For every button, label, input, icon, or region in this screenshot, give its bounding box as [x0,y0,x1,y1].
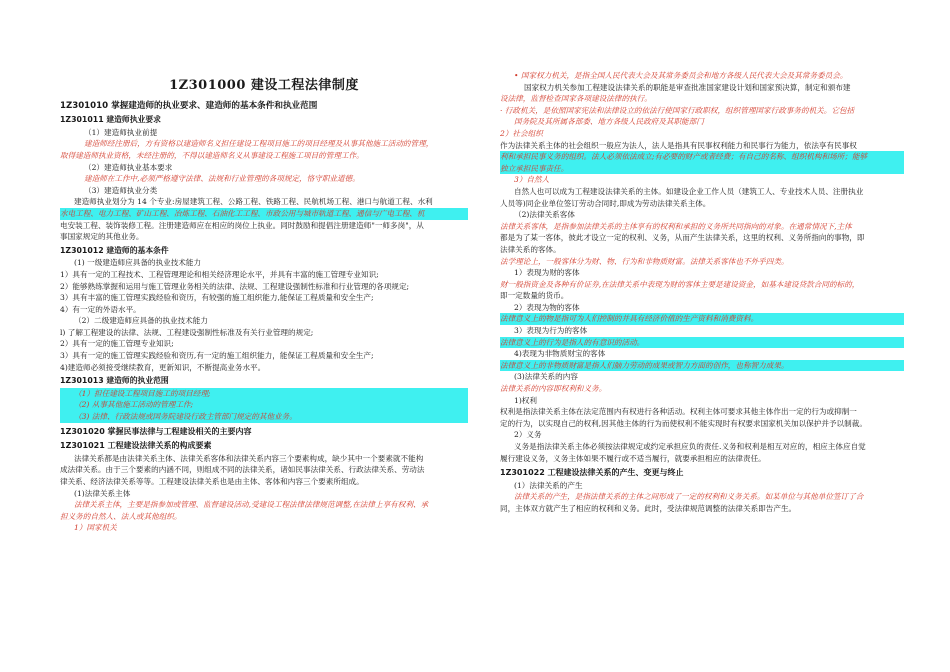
paragraph-line: 3）表现为行为的客体 [514,326,588,336]
highlighted-line: 水电工程、电力工程、矿山工程、冶炼工程、石油化工工程、市政公用与城市轨道工程、通信与广电工程、机 [60,208,468,220]
paragraph-line: 电安装工程、装饰装修工程。注册建造师应在相应的岗位上执业。同时鼓励和提倡注册建造师"一师多岗"，从 [60,220,424,230]
paragraph-line: 2）社会组织 [500,128,543,138]
paragraph-line: 法学理论上，一般客体分为财、物、行为和非物质财富。法律关系客体也不外乎四类。 [500,256,789,266]
paragraph-line: 国务院及其所属各部委、地方各级人民政府及其职能部门 [514,117,704,127]
paragraph-line: 法律关系的内容即权利和义务。 [500,384,607,394]
paragraph-line: 2）义务 [514,430,542,440]
paragraph-line: （2）二级建造师应具备的执业技术能力 [74,316,208,326]
section-heading-1z301020: 1Z301020 掌握民事法律与工程建设相关的主要内容 [60,426,252,436]
paragraph-line: 4)表现为非物质财宝的客体 [514,349,606,359]
section-heading-1z301012: 1Z301012 建造师的基本条件 [60,245,169,255]
paragraph-line: （3）建造师执业分类 [84,185,158,195]
paragraph-line: 履行建设义务，义务主体如果不履行或不适当履行，就要承担相应的法律责任。 [500,453,766,463]
paragraph-line: 同，主体双方就产生了相应的权利和义务。此时，受法律规范调整的法律关系即告产生。 [500,503,797,513]
left-column [60,80,468,534]
paragraph-line: 1)权利 [514,395,537,405]
paragraph-line: 1）国家机关 [74,523,117,533]
paragraph-line: （2)法律关系客体 [514,210,575,220]
paragraph-line: 1）表现为财的客体 [514,268,580,278]
highlighted-line: （2) 从事其他施工活动的管理工作; [60,399,468,411]
paragraph-line: 担义务的自然人、法人或其他组织。 [60,511,182,521]
paragraph-line: 2）表现为物的客体 [514,302,580,312]
paragraph-line: 即一定数量的货币。 [500,291,569,301]
section-heading-1z301022: 1Z301022 工程建设法律关系的产生、变更与终止 [500,468,684,478]
paragraph-line: 法律关系都是由法律关系主体、法律关系客体和法律关系内容三个要素构成，缺少其中一个要素就不能构 [74,453,424,463]
paragraph-line: (3)法律关系的内容 [514,372,578,382]
paragraph-line: 3）具有一定的施工管理实践经验和资历,有一定的施工组织能力，能保证工程质量和安全生产; [60,351,374,361]
section-heading-1z301010: 1Z301010 掌握建造师的执业要求、建造师的基本条件和执业范围 [60,100,318,111]
paragraph-line: 国家权力机关参加工程建设法律关系的职能是审查批准国家建设计划和国家预决算，制定和颁布建 [524,82,851,92]
paragraph-line: l) 了解工程建设的法律、法规、工程建设强制性标准及有关行业管理的规定; [60,327,314,337]
highlighted-line: （1）担任建设工程项目施工的项目经理; [60,388,468,400]
paragraph-line: 法律关系主体，主要是指参加或管理、监督建设活动,受建设工程法律法律规范调整,在法律上享有权利、承 [74,500,429,510]
paragraph-line: 义务是指法律关系主体必须按法律规定或约定承担应负的责任.义务和权利是相互对应的，相应主体应自觉 [514,442,866,451]
section-heading-1z301011: 1Z301011 建造师执业要求 [60,115,161,125]
highlighted-line: 法律意义上的物是指可为人们控制的并具有经济价值的生产资料和消费资料。 [500,313,904,325]
paragraph-line: 建造师经注册后，方有资格以建造师名义担任建设工程项目施工的项目经理及从事其他施工活动的管理， [84,139,434,149]
paragraph-line: 1）具有一定的工程技术、工程管理理论和相关经济理论水平，并具有丰富的施工管理专业知识; [60,269,379,279]
paragraph-line: (1）法律关系的产生 [514,480,583,490]
highlighted-line: 利和承担民事义务的组织。法人必须依法成立;有必要的财产或者经费；有自己的名称、组织机构和场所；能够 [500,151,904,163]
highlighted-line: 独立承担民事责任。 [500,163,904,175]
paragraph-line: 自然人也可以成为工程建设法律关系的主体。如建设企业工作人员（建筑工人、专业技术人员、注册执业 [514,186,864,196]
paragraph-line: (1)法律关系主体 [74,488,131,498]
highlighted-line: 法律意义上的非物质财富是指人们脑力劳动的成果或智力方面的创作，也称智力成果。 [500,360,904,372]
paragraph-line: 设法律，监督检查国家各项建设法律的执行。 [500,94,652,104]
paragraph-line: · 行政机关，是依照国家宪法和法律设立的依法行使国家行政职权，组织管理国家行政事务的机关。它包括 [500,105,855,115]
paragraph-line: 3）自然人 [514,175,550,185]
document-title: 1Z301000 建设工程法律制度 [169,78,359,93]
paragraph-line: 律关系、经济法律关系等等。工程建设法律关系也是由主体、客体和内容三个要素所组成。 [60,477,364,486]
paragraph-line: 都是为了某一客体，彼此才设立一定的权利、义务，从而产生法律关系，这里的权利、义务所指向的事物，即 [500,233,865,243]
highlighted-line: 法律意义上的行为是指人的有意识的活动。 [500,337,904,349]
paragraph-line: (1) 一级建造师应具备的执业技术能力 [74,258,202,268]
paragraph-line: 建造师在工作中,必须严格遵守法律、法规和行业管理的各项规定，恪守职业道德。 [84,174,360,184]
paragraph-line: • 国家权力机关，是指全国人民代表大会及其常务委员会和地方各级人民代表大会及其常务委员会。 [514,71,848,80]
paragraph-line: 法律关系的客体。 [500,244,561,254]
paragraph-line: 3）具有丰富的施工管理实践经验和资历，有较强的施工组织能力,能保证工程质量和安全生产; [60,293,374,303]
paragraph-line: 法律关系的产生，是指法律关系的主体之间形成了一定的权利和义务关系。如某单位与其他单位签订了合 [514,492,864,502]
paragraph-line: 作为法律关系主体的社会组织一般应为法人，法人是指具有民事权利能力和民事行为能力，依法享有民事权 [500,140,857,150]
paragraph-line: 2）具有一定的施工管理专业知识; [60,339,174,349]
paragraph-line: 定的行为，以实现自己的权利,因其他主体的行为而使权利不能实现时有权要求国家机关加以保护并予以制裁。 [500,418,867,428]
paragraph-line: 事国家规定的其他业务。 [60,232,144,242]
paragraph-line: 建造师执业划分为 14 个专业:房屋建筑工程、公路工程、铁路工程、民航机场工程、港口与航道工程、水利 [74,197,433,207]
right-column [500,70,904,515]
paragraph-line: 4)建造师必须接受继续教育，更新知识，不断提高业务水平。 [60,362,266,372]
section-heading-1z301013: 1Z301013 建造师的执业范围 [60,376,169,386]
paragraph-line: 取得建造师执业资格，未经注册的，不得以建造师名义从事建设工程施工项目的管理工作。 [60,150,364,160]
paragraph-line: 人员等)同企业单位签订劳动合同时,即成为劳动法律关系主体。 [500,198,711,208]
paragraph-line: 权利是指法律关系主体在法定范围内有权进行各种活动。权利主体可要求其他主体作出一定的行为或抑制一 [500,407,857,417]
paragraph-line: 法律关系客体，是指参加法律关系的主体享有的权利和承担的义务所共同指向的对象。在通常情况下,主体 [500,221,852,231]
section-heading-1z301021: 1Z301021 工程建设法律关系的构成要素 [60,441,212,451]
paragraph-line: （2）建造师执业基本要求 [84,162,173,172]
paragraph-line: （1）建造师执业前提 [84,127,158,137]
paragraph-line: 4）有一定的外语水平。 [60,304,141,314]
highlighted-line: （3) 法律、行政法规或国务院建设行政主管部门规定的其他业务。 [60,411,468,423]
paragraph-line: 财一般指资金及各种有价证券,在法律关系中表现为财的客体主要是建设资金，如基本建设贷款合同的标的， [500,279,860,289]
paragraph-line: 成法律关系。由于三个要素的内涵不同，则组成不同的法律关系，诸如民事法律关系、行政法律关系、劳动法 [60,465,425,475]
paragraph-line: 2）能够熟练掌握和运用与施工管理业务相关的法律、法规、工程建设强制性标准和行业管理的各项规定; [60,281,410,291]
